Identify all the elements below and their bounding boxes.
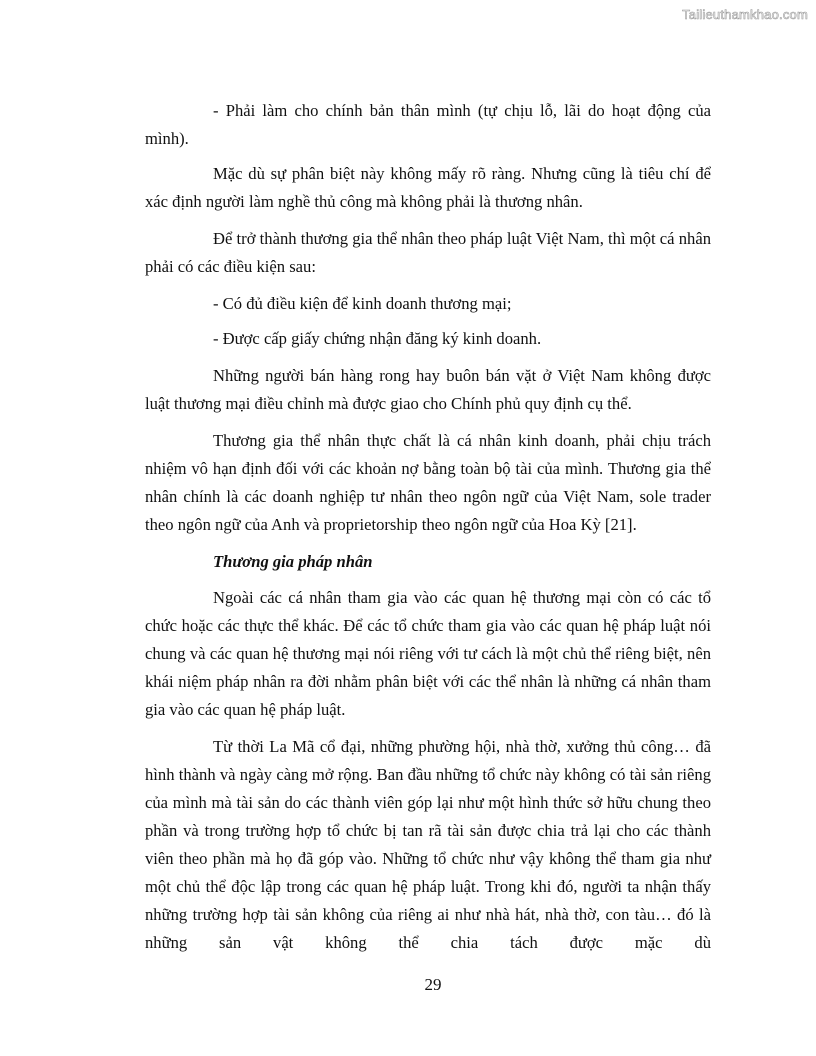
paragraph-legal-entity-concept: Ngoài các cá nhân tham gia vào các quan hệ thương mại còn có các tổ chức hoặc các thực thể khác. Để các tổ chức tham gia vào các quan hệ pháp luật nói chung và các quan hệ thương mại nói riêng với tư cách là một chủ thể riêng biệt, nên khái niệm pháp nhân ra đời nhằm phân biệt với các thể nhân là những cá nhân tham gia vào các quan hệ pháp luật. [145, 588, 711, 719]
list-item-business-conditions: - Có đủ điều kiện để kinh doanh thương mại; [213, 294, 512, 313]
section-heading-legal-entity: Thương gia pháp nhân [213, 552, 373, 571]
watermark-text: Tailieuthamkhao.com [682, 7, 808, 22]
list-item-registration-certificate: - Được cấp giấy chứng nhận đăng ký kinh doanh. [213, 329, 542, 348]
paragraph-distinction-criteria: Mặc dù sự phân biệt này không mấy rõ ràng. Nhưng cũng là tiêu chí để xác định người làm nghề thủ công mà không phải là thương nhân. [145, 164, 711, 211]
document-body [145, 97, 711, 966]
page-number: 29 [424, 975, 442, 994]
paragraph-self-responsibility: - Phải làm cho chính bản thân mình (tự chịu lỗ, lãi do hoạt động của mình). [145, 101, 711, 148]
paragraph-street-vendors: Những người bán hàng rong hay buôn bán vặt ở Việt Nam không được luật thương mại điều chỉnh mà được giao cho Chính phủ quy định cụ thể. [145, 366, 711, 413]
paragraph-conditions-intro: Để trở thành thương gia thể nhân theo pháp luật Việt Nam, thì một cá nhân phải có các điều kiện sau: [145, 229, 711, 276]
paragraph-roman-history: Từ thời La Mã cổ đại, những phường hội, nhà thờ, xưởng thủ công… đã hình thành và ngày càng mở rộng. Ban đầu những tổ chức này không có tài sản riêng của mình mà tài sản do các thành viên góp lại như một hình thức sở hữu chung theo phần và trong trường hợp tổ chức bị tan rã tài sản được chia trả lại cho các thành viên theo phần mà họ đã góp vào. Những tổ chức như vậy không thể tham gia như một chủ thể độc lập trong các quan hệ pháp luật. Trong khi đó, người ta nhận thấy những trường hợp tài sản không của riêng ai như nhà hát, nhà thờ, con tàu… đó là những sản vật không thể chia tách được mặc dù [145, 737, 711, 952]
paragraph-sole-trader: Thương gia thể nhân thực chất là cá nhân kinh doanh, phải chịu trách nhiệm vô hạn định đối với các khoản nợ bằng toàn bộ tài của mình. Thương gia thể nhân chính là các doanh nghiệp tư nhân theo ngôn ngữ của Việt Nam, sole trader theo ngôn ngữ của Anh và proprietorship theo ngôn ngữ của Hoa Kỳ [21]. [145, 431, 711, 534]
